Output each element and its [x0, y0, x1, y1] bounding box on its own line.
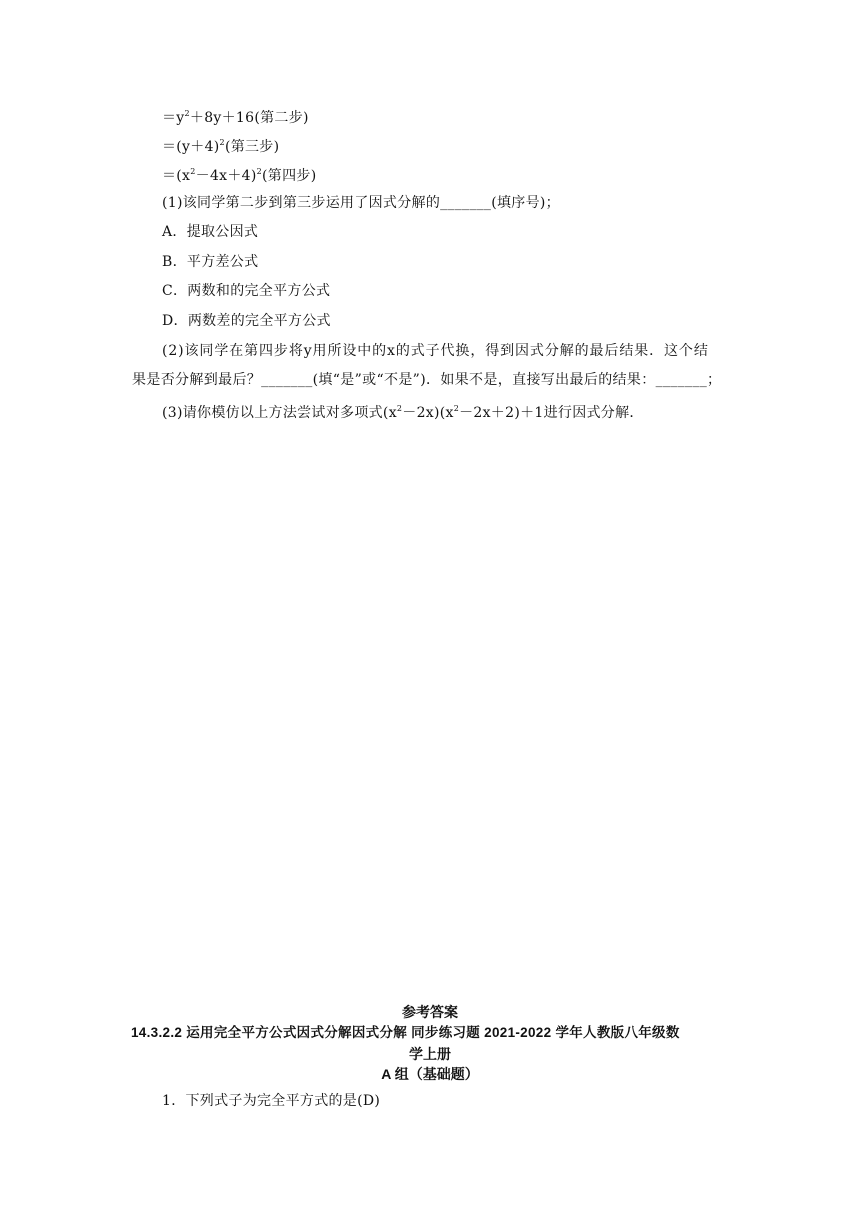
answer-title: 参考答案: [402, 1004, 458, 1020]
step-two-exponent: 2: [184, 109, 190, 118]
step-three-text-a: ＝(y＋4): [162, 139, 220, 155]
step-four-text-a: ＝(x: [162, 168, 191, 184]
option-c: C．两数和的完全平方公式: [162, 283, 331, 299]
step-two-text-b: ＋8y＋16(第二步): [189, 110, 309, 126]
step-four-text-b: －4x＋4): [195, 168, 257, 184]
question-2-line-2: 果是否分解到最后？_______(填“是”或“不是”)．如果不是，直接写出最后的结果：_______；: [132, 372, 722, 388]
question-3: [162, 399, 644, 423]
answer-group-label: A 组（基础题）: [381, 1066, 479, 1082]
answer-subtitle-line-1: 14.3.2.2 运用完全平方公式因式分解因式分解 同步练习题 2021-2022 学年人教版八年级数: [131, 1025, 680, 1040]
question-3-text-c: －2x＋2)＋1进行因式分解．: [459, 405, 644, 421]
step-three-text-b: (第三步): [224, 139, 280, 155]
question-3-exponent-b: 2: [453, 404, 460, 413]
step-four-line: [162, 162, 316, 186]
step-three-exponent: 2: [219, 138, 225, 147]
question-3-text-b: －2x)(x: [402, 405, 454, 421]
answer-subtitle-line-2: 学上册: [409, 1046, 451, 1062]
step-two-text-a: ＝y: [162, 110, 185, 126]
question-3-text-a: (3)请你模仿以上方法尝试对多项式(x: [162, 405, 397, 421]
question-2-line-1: (2)该同学在第四步将y用所设中的x的式子代换，得到因式分解的最后结果．这个结: [162, 343, 709, 359]
step-four-text-c: (第四步): [262, 168, 317, 184]
question-3-exponent-a: 2: [396, 404, 403, 413]
question-1: (1)该同学第二步到第三步运用了因式分解的_______(填序号)；: [162, 195, 560, 211]
step-three-line: [162, 133, 279, 157]
answer-1: 1．下列式子为完全平方式的是(D): [162, 1093, 381, 1109]
step-two-line: [162, 104, 309, 128]
option-a: A．提取公因式: [162, 224, 259, 240]
step-four-exponent-b: 2: [256, 167, 263, 176]
step-four-exponent-a: 2: [190, 167, 196, 176]
option-b: B．平方差公式: [162, 254, 259, 270]
option-d: D．两数差的完全平方公式: [162, 313, 331, 329]
